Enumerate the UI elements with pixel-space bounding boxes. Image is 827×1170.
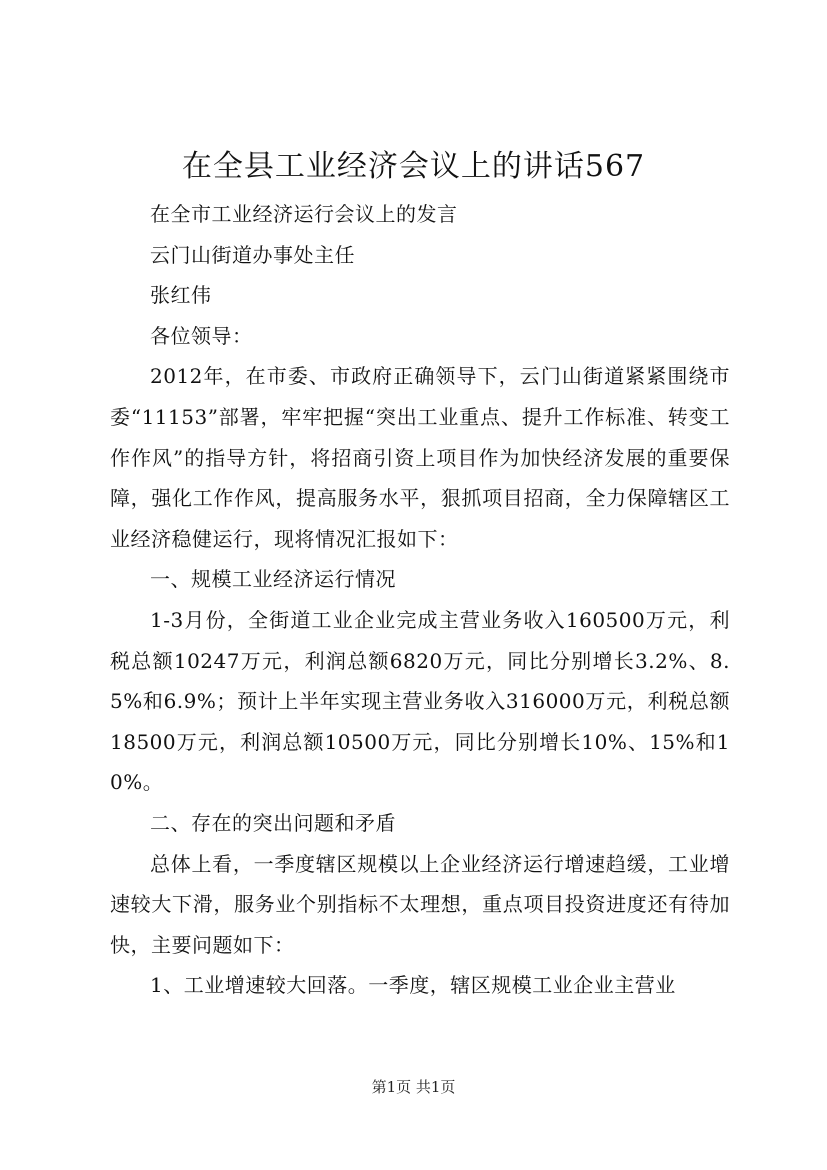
- section-heading-1: 一、规模工业经济运行情况: [150, 567, 396, 592]
- paragraph-problems-overview: 总体上看，一季度辖区规模以上企业经济运行增速趋缓，工业增速较大下滑，服务业个别指标不太理想，重点项目投资进度还有待加快，主要问题如下：: [110, 851, 730, 957]
- paragraph-industrial-results: 1-3月份，全街道工业企业完成主营业务收入160500万元，利税总额10247万元，利润总额6820万元，同比分别增长3.2%、8.5%和6.9%；预计上半年实现主营业务收入316000万元，利税总额18500万元，利润总额10500万元，同比分别增长10%、15%和10%。: [110, 607, 730, 795]
- page-footer: 第1页 共1页: [371, 1078, 456, 1096]
- paragraph-salutation: 各位领导：: [150, 323, 253, 348]
- paragraph-speaker-name: 张红伟: [150, 283, 212, 308]
- paragraph-speaker-position: 云门山街道办事处主任: [150, 242, 355, 267]
- document-title: 在全县工业经济会议上的讲话567: [181, 149, 646, 184]
- section-heading-2: 二、存在的突出问题和矛盾: [150, 810, 396, 835]
- paragraph-introduction: 2012年，在市委、市政府正确领导下，云门山街道紧紧围绕市委“11153”部署，牢牢把握“突出工业重点、提升工作标准、转变工作作风”的指导方针，将招商引资上项目作为加快经济发展的重要保障，强化工作作风，提高服务水平，狠抓项目招商，全力保障辖区工业经济稳健运行，现将情况汇报如下：: [110, 364, 730, 551]
- paragraph-speech-subtitle: 在全市工业经济运行会议上的发言: [150, 202, 458, 226]
- document-body: [110, 194, 730, 1006]
- paragraph-problem-1: 1、工业增速较大回落。一季度，辖区规模工业企业主营业: [150, 973, 676, 998]
